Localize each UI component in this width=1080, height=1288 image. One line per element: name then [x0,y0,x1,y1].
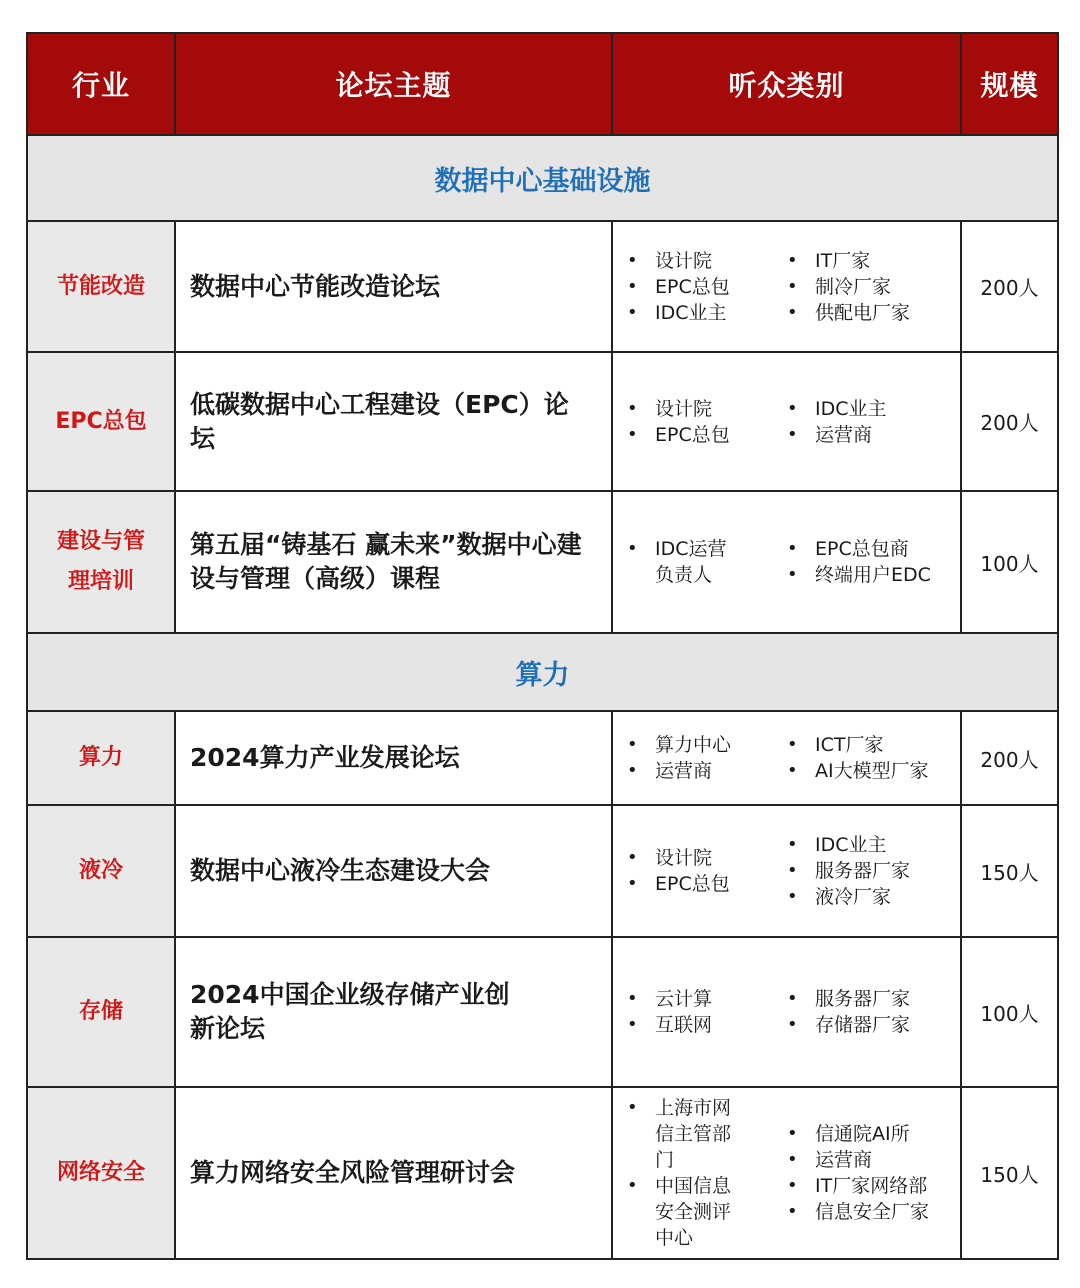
section-row [27,135,1058,221]
audience-column-left [627,732,787,784]
industry-cell [27,711,175,805]
audience-item [787,758,947,784]
table-row [27,491,1058,633]
audience-item-label: EPC总包 [655,275,730,298]
table-row [27,711,1058,805]
audience-item [787,536,947,562]
audience-item [787,858,947,884]
topic-label: 第五届“铸基石 赢未来”数据中心建设与管理（高级）课程 [190,530,582,593]
audience-item-label: 信息安全厂家 [815,1201,930,1223]
audience-item [627,986,787,1012]
audience-grid [627,248,952,326]
audience-item [627,422,787,448]
scale-cell: 200人 [961,221,1058,352]
audience-list [627,248,787,326]
audience-item-label: IT厂家网络部 [815,1175,928,1197]
audience-item-label: ICT厂家 [815,734,884,756]
audience-item [787,396,947,422]
audience-grid [627,1095,952,1251]
audience-column-right [787,986,947,1038]
audience-item-label: 供配电厂家 [815,301,911,324]
section-row [27,633,1058,711]
table-row [27,1087,1058,1259]
audience-item [627,300,787,326]
table-row [27,937,1058,1087]
audience-list [787,732,947,784]
industry-cell [27,221,175,352]
scale-cell: 150人 [961,1087,1058,1259]
audience-item [627,274,787,300]
audience-item-label: 运营商 [815,1149,873,1171]
section-title: 算力 [27,633,1058,711]
audience-list [627,986,787,1038]
audience-column-left [627,1095,787,1251]
audience-item-label: IDC业主 [815,834,887,856]
audience-item [627,871,787,897]
audience-item [787,986,947,1012]
audience-item [627,396,787,422]
table-row [27,352,1058,491]
audience-column-right [787,396,947,448]
audience-item-label: 运营商 [655,760,713,782]
audience-list [787,986,947,1038]
audience-list [627,536,787,588]
topic-cell [175,711,612,805]
table-row [27,805,1058,937]
table-header [27,33,1058,135]
audience-item-label: 算力中心 [655,734,732,756]
audience-grid [627,536,952,588]
audience-column-right [787,832,947,910]
audience-cell [612,221,961,352]
topic-label: 2024算力产业发展论坛 [190,743,460,772]
audience-item [787,884,947,910]
audience-item-label: 设计院 [655,847,713,869]
audience-item-label: IDC业主 [655,301,727,324]
topic-label: 算力网络安全风险管理研讨会 [190,1158,516,1187]
audience-cell [612,491,961,633]
audience-item [627,536,787,588]
audience-column-left [627,396,787,448]
audience-grid [627,986,952,1038]
audience-item-label: 制冷厂家 [815,275,892,298]
audience-item [787,1121,947,1147]
topic-cell [175,352,612,491]
audience-item-label: EPC总包 [655,873,730,895]
audience-item-label: IT厂家 [815,249,871,272]
industry-label: 建设与管理培训 [56,529,145,594]
audience-item-label: 终端用户EDC [815,564,931,586]
forum-table-container [26,32,1057,1260]
audience-list [787,1121,947,1225]
table-body [27,135,1058,1259]
audience-column-left [627,248,787,326]
audience-column-left [627,536,787,588]
audience-item-label: 存储器厂家 [815,1014,911,1036]
audience-item [787,562,947,588]
audience-cell [612,937,961,1087]
audience-item-label: IDC运营负责人 [655,538,727,586]
table-row [27,221,1058,352]
topic-cell [175,937,612,1087]
industry-label: EPC总包 [55,408,147,434]
header-audience: 听众类别 [612,33,961,135]
forum-table [26,32,1059,1260]
audience-item [787,248,947,274]
audience-column-right [787,732,947,784]
audience-list [627,732,787,784]
audience-item-label: 上海市网信主管部门 [655,1097,732,1171]
topic-label: 数据中心节能改造论坛 [190,271,441,301]
topic-cell [175,491,612,633]
audience-item [787,732,947,758]
audience-item-label: EPC总包商 [815,538,909,560]
industry-label: 液冷 [78,858,123,883]
header-scale: 规模 [961,33,1058,135]
audience-item [627,1012,787,1038]
audience-item [787,422,947,448]
industry-label: 存储 [78,999,123,1024]
audience-item [787,300,947,326]
industry-label: 网络安全 [56,1160,145,1185]
audience-column-right [787,1121,947,1225]
audience-list [787,248,947,326]
audience-cell [612,805,961,937]
audience-item-label: EPC总包 [655,423,730,446]
scale-cell: 200人 [961,352,1058,491]
audience-item-label: 液冷厂家 [815,886,892,908]
audience-column-right [787,536,947,588]
audience-item [627,732,787,758]
header-topic: 论坛主题 [175,33,612,135]
audience-item-label: 服务器厂家 [815,860,911,882]
audience-list [627,1095,787,1251]
audience-grid [627,732,952,784]
industry-label: 节能改造 [56,273,145,299]
topic-label: 2024中国企业级存储产业创新论坛 [190,980,510,1043]
topic-cell [175,221,612,352]
audience-item [627,1095,787,1173]
audience-column-left [627,986,787,1038]
scale-cell: 100人 [961,937,1058,1087]
industry-cell [27,491,175,633]
industry-cell [27,805,175,937]
scale-cell: 200人 [961,711,1058,805]
audience-item-label: 设计院 [655,397,713,420]
topic-cell [175,805,612,937]
audience-item [787,1173,947,1199]
header-industry: 行业 [27,33,175,135]
audience-item-label: 运营商 [815,423,873,446]
audience-grid [627,832,952,910]
audience-item [787,1147,947,1173]
industry-cell [27,937,175,1087]
audience-grid [627,396,952,448]
audience-list [787,396,947,448]
audience-item-label: 云计算 [655,988,713,1010]
industry-label: 算力 [78,745,123,770]
audience-column-right [787,248,947,326]
audience-list [787,536,947,588]
audience-item-label: 设计院 [655,249,713,272]
audience-list [627,845,787,897]
topic-cell [175,1087,612,1259]
audience-item-label: AI大模型厂家 [815,760,929,782]
audience-list [627,396,787,448]
audience-item [787,1012,947,1038]
industry-cell [27,1087,175,1259]
topic-label: 低碳数据中心工程建设（EPC）论坛 [190,389,569,453]
audience-item [787,1199,947,1225]
section-title: 数据中心基础设施 [27,135,1058,221]
audience-item [787,274,947,300]
audience-item-label: 服务器厂家 [815,988,911,1010]
audience-cell [612,352,961,491]
audience-item [627,248,787,274]
industry-cell [27,352,175,491]
audience-cell [612,1087,961,1259]
audience-item-label: 中国信息安全测评中心 [655,1175,732,1249]
audience-item [627,1173,787,1251]
topic-label: 数据中心液冷生态建设大会 [190,856,491,885]
audience-cell [612,711,961,805]
audience-item [627,845,787,871]
audience-list [787,832,947,910]
audience-item-label: 信通院AI所 [815,1123,910,1145]
audience-item [627,758,787,784]
scale-cell: 150人 [961,805,1058,937]
audience-item-label: 互联网 [655,1014,713,1036]
audience-item-label: IDC业主 [815,397,887,420]
audience-item [787,832,947,858]
scale-cell: 100人 [961,491,1058,633]
audience-column-left [627,845,787,897]
